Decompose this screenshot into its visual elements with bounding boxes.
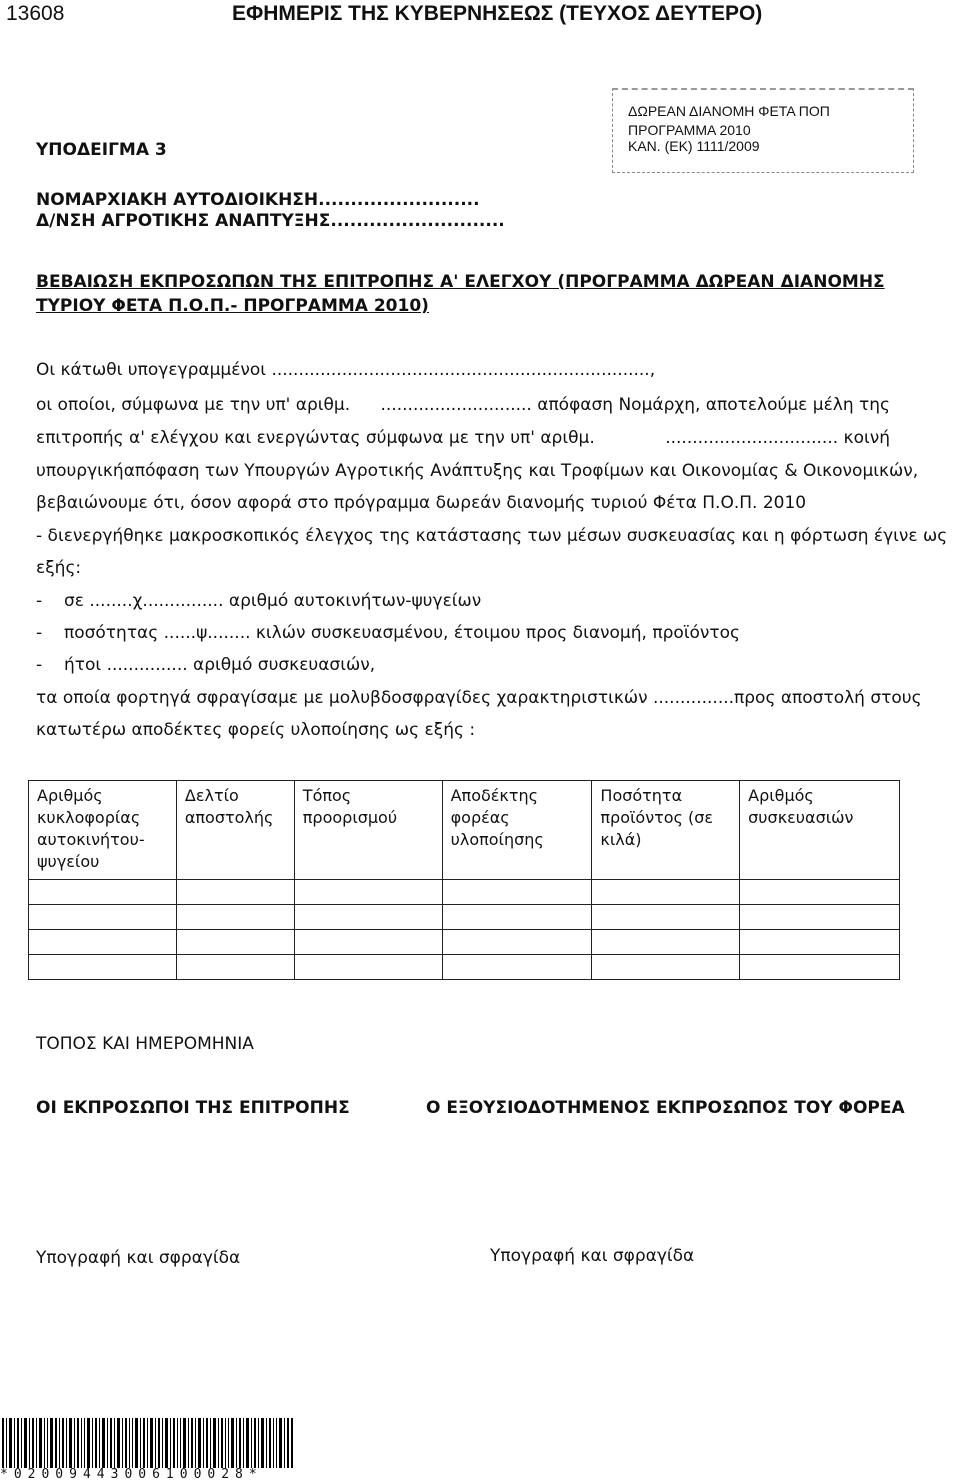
table-cell[interactable] bbox=[294, 905, 442, 930]
table-cell[interactable] bbox=[29, 880, 177, 905]
bullet-dash-1: - bbox=[36, 591, 43, 611]
table-row bbox=[29, 955, 900, 980]
stamp-line-2: ΠΡΟΓΡΑΜΜΑ 2010 bbox=[628, 122, 751, 138]
stamp-line-1: ΔΩΡΕΑΝ ΔΙΑΝΟΜΗ ΦΕΤΑ ΠΟΠ bbox=[628, 103, 830, 119]
bullet-dash-3: - bbox=[36, 655, 43, 675]
table-cell[interactable] bbox=[740, 955, 900, 980]
table-cell[interactable] bbox=[176, 905, 294, 930]
body-line-8-start: τα οποία φορτηγά σφραγίσαμε με μολυβδοσφραγίδες χαρακτηριστικών ............... bbox=[36, 688, 735, 708]
header-destination: Τόπος προορισμού bbox=[294, 781, 442, 880]
barcode-number: *02009443006100028* bbox=[0, 1467, 263, 1482]
shipment-table bbox=[28, 780, 900, 980]
body-line-7: εξής: bbox=[36, 558, 82, 578]
header-dispatch-note: Δελτίο αποστολής bbox=[176, 781, 294, 880]
bullet-packages: ήτοι ............... αριθμό συσκευασιών, bbox=[64, 655, 376, 675]
table-cell[interactable] bbox=[592, 930, 740, 955]
body-line-3-end: ................................ κοινή bbox=[665, 428, 890, 448]
body-line-2-end: ............................ απόφαση Νομάρχη, αποτελούμε μέλη της bbox=[380, 395, 890, 415]
table-cell[interactable] bbox=[592, 905, 740, 930]
document-title-line-1: ΒΕΒΑΙΩΣΗ ΕΚΠΡΟΣΩΠΩΝ ΤΗΣ ΕΠΙΤΡΟΠΗΣ Α' ΕΛΕΓΧΟΥ (ΠΡΟΓΡΑΜΜΑ ΔΩΡΕΑΝ ΔΙΑΝΟΜΗΣ bbox=[36, 272, 885, 292]
authorized-representative-title: Ο ΕΞΟΥΣΙΟΔΟΤΗΜΕΝΟΣ ΕΚΠΡΟΣΩΠΟΣ ΤΟΥ ΦΟΡΕΑ bbox=[426, 1098, 905, 1118]
body-line-9: κατωτέρω αποδέκτες φορείς υλοποίησης ως εξής : bbox=[36, 720, 476, 740]
table-cell[interactable] bbox=[176, 955, 294, 980]
table-cell[interactable] bbox=[740, 880, 900, 905]
header-package-count: Αριθμός συσκευασιών bbox=[740, 781, 900, 880]
committee-representatives-title: ΟΙ ΕΚΠΡΟΣΩΠΟΙ ΤΗΣ ΕΠΙΤΡΟΠΗΣ bbox=[36, 1098, 350, 1118]
table-cell[interactable] bbox=[592, 955, 740, 980]
body-line-5: βεβαιώνουμε ότι, όσον αφορά στο πρόγραμμα δωρεάν διανομής τυριού Φέτα Π.Ο.Π. 2010 bbox=[36, 493, 807, 513]
bullet-vehicles: σε ........χ............... αριθμό αυτοκινήτων-ψυγείων bbox=[64, 591, 482, 611]
stamp-line-3: ΚΑΝ. (ΕΚ) 1111/2009 bbox=[628, 138, 760, 154]
committee-signature-label: Υπογραφή και σφραγίδα bbox=[36, 1248, 241, 1268]
table-cell[interactable] bbox=[740, 905, 900, 930]
authority-line-2: Δ/ΝΣΗ ΑΓΡΟΤΙΚΗΣ ΑΝΑΠΤΥΞΗΣ........................... bbox=[36, 211, 505, 231]
body-line-2-start: οι οποίοι, σύμφωνα με την υπ' αριθμ. bbox=[36, 395, 351, 415]
header-recipient-body: Αποδέκτης φορέας υλοποίησης bbox=[442, 781, 592, 880]
table-row bbox=[29, 905, 900, 930]
header-vehicle-number: Αριθμός κυκλοφορίας αυτοκινήτου-ψυγείου bbox=[29, 781, 177, 880]
table-cell[interactable] bbox=[442, 955, 592, 980]
table-cell[interactable] bbox=[442, 930, 592, 955]
table-row bbox=[29, 880, 900, 905]
body-line-3 bbox=[36, 428, 890, 448]
body-line-4 bbox=[36, 461, 919, 481]
table-cell[interactable] bbox=[740, 930, 900, 955]
authority-line-1: ΝΟΜΑΡΧΙΑΚΗ ΑΥΤΟΔΙΟΙΚΗΣΗ......................... bbox=[36, 190, 480, 210]
body-line-3-start: επιτροπής α' ελέγχου και ενεργώντας σύμφωνα με την υπ' αριθμ. bbox=[36, 428, 595, 448]
table-row bbox=[29, 930, 900, 955]
page-number: 13608 bbox=[6, 2, 65, 25]
gazette-title: ΕΦΗΜΕΡΙΣ ΤΗΣ ΚΥΒΕΡΝΗΣΕΩΣ (ΤΕΥΧΟΣ ΔΕΥΤΕΡΟ) bbox=[232, 2, 763, 25]
body-line-4-start: υπουργική bbox=[36, 461, 124, 481]
table-cell[interactable] bbox=[176, 880, 294, 905]
bullet-quantity: ποσότητας ......ψ........ κιλών συσκευασμένου, έτοιμου προς διανομή, προϊόντος bbox=[64, 623, 741, 643]
body-line-8 bbox=[36, 688, 922, 708]
table-cell[interactable] bbox=[29, 905, 177, 930]
table-cell[interactable] bbox=[592, 880, 740, 905]
table-cell[interactable] bbox=[442, 880, 592, 905]
table-cell[interactable] bbox=[294, 880, 442, 905]
table-cell[interactable] bbox=[176, 930, 294, 955]
body-line-2 bbox=[36, 395, 890, 415]
place-and-date-label: ΤΟΠΟΣ ΚΑΙ ΗΜΕΡΟΜΗΝΙΑ bbox=[36, 1034, 254, 1054]
model-label: ΥΠΟΔΕΙΓΜΑ 3 bbox=[36, 140, 167, 160]
body-line-4-end: απόφαση των Υπουργών Αγροτικής Ανάπτυξης και Τροφίμων και Οικονομίας & Οικονομικών, bbox=[123, 461, 919, 481]
table-cell[interactable] bbox=[29, 955, 177, 980]
body-line-8-end: προς αποστολή στους bbox=[734, 688, 922, 708]
table-cell[interactable] bbox=[442, 905, 592, 930]
table-cell[interactable] bbox=[294, 930, 442, 955]
body-line-1: Οι κάτωθι υπογεγραμμένοι ......................................................................, bbox=[36, 360, 656, 380]
representative-signature-label: Υπογραφή και σφραγίδα bbox=[490, 1246, 695, 1266]
barcode-image bbox=[2, 1418, 294, 1468]
table-cell[interactable] bbox=[294, 955, 442, 980]
header-quantity-kg: Ποσότητα προϊόντος (σε κιλά) bbox=[592, 781, 740, 880]
document-title-line-2: ΤΥΡΙΟΥ ΦΕΤΑ Π.Ο.Π.- ΠΡΟΓΡΑΜΜΑ 2010) bbox=[36, 296, 429, 316]
bullet-dash-2: - bbox=[36, 623, 43, 643]
table-header-row bbox=[29, 781, 900, 880]
table-cell[interactable] bbox=[29, 930, 177, 955]
body-line-6: - διενεργήθηκε μακροσκοπικός έλεγχος της κατάστασης των μέσων συσκευασίας και η φόρτωση έγινε ως bbox=[36, 526, 948, 546]
